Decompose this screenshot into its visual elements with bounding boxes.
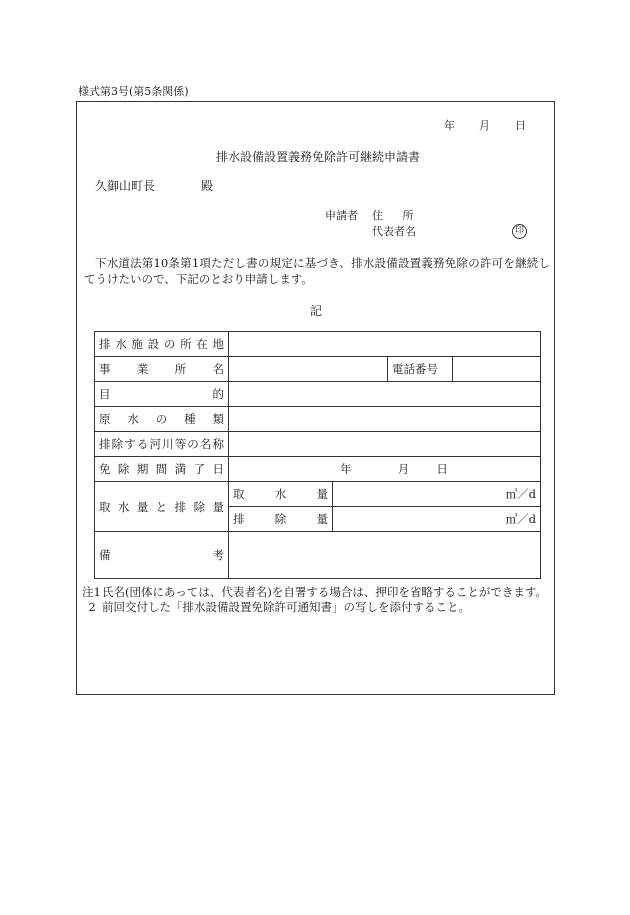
table-row bbox=[95, 357, 541, 382]
note-item bbox=[82, 585, 552, 600]
purpose-label: 目的 bbox=[95, 382, 229, 407]
intake-label: 取水量 bbox=[229, 482, 333, 507]
note-text: 前回交付した「排水設備設置免除許可通知書」の写しを添付すること。 bbox=[102, 600, 470, 614]
table-row bbox=[95, 407, 541, 432]
note-number: 注1 bbox=[82, 585, 101, 599]
raw-water-label: 原水の種類 bbox=[95, 407, 229, 432]
addressee-honorific: 殿 bbox=[201, 179, 214, 193]
applicant-address-label: 住 所 bbox=[372, 209, 414, 222]
ki-heading: 記 bbox=[310, 304, 323, 318]
date-month: 月 bbox=[479, 119, 490, 132]
table-row bbox=[95, 482, 541, 507]
intake-unit: ㎥／d bbox=[333, 482, 541, 507]
table-row bbox=[95, 432, 541, 457]
note-item bbox=[82, 600, 552, 615]
form-title: 排水設備設置義務免除許可継続申請書 bbox=[216, 150, 421, 164]
table-row bbox=[95, 457, 541, 482]
remarks-value bbox=[229, 532, 541, 579]
seal-mark: 印 bbox=[512, 224, 527, 239]
body-text: 下水道法第10条第1項ただし書の規定に基づき、排水設備設置義務免除の許可を継続してうけたいので、下記のとおり申請します。 bbox=[84, 256, 550, 286]
river-value bbox=[229, 432, 541, 457]
note-text: 氏名(団体にあっては、代表者名)を自署する場合は、押印を省略することができます。 bbox=[102, 585, 547, 599]
form-number: 様式第3号(第5条関係) bbox=[78, 85, 189, 98]
business-name-label: 事業所名 bbox=[95, 357, 229, 382]
applicant-representative-label: 代表者名 bbox=[372, 225, 416, 238]
expiry-value bbox=[229, 457, 541, 482]
river-label: 排除する河川等の名称 bbox=[95, 432, 229, 457]
purpose-value bbox=[229, 382, 541, 407]
date-day: 日 bbox=[515, 119, 526, 132]
notes bbox=[82, 585, 552, 615]
table-row bbox=[95, 532, 541, 579]
intake-discharge-label: 取水量と排除量 bbox=[95, 482, 229, 532]
remarks-label: 備考 bbox=[95, 532, 229, 579]
discharge-label: 排除量 bbox=[229, 507, 333, 532]
addressee-name: 久御山町長 bbox=[95, 179, 156, 193]
phone-label: 電話番号 bbox=[388, 357, 453, 382]
table-row bbox=[95, 382, 541, 407]
expiry-year: 年 bbox=[340, 462, 352, 476]
business-name-value bbox=[229, 357, 388, 382]
location-label: 排水施設の所在地 bbox=[95, 332, 229, 357]
discharge-unit: ㎥／d bbox=[333, 507, 541, 532]
location-value bbox=[229, 332, 541, 357]
raw-water-value bbox=[229, 407, 541, 432]
date-year: 年 bbox=[444, 119, 455, 132]
note-number: 2 bbox=[88, 600, 96, 614]
table-row bbox=[95, 332, 541, 357]
expiry-day: 日 bbox=[436, 462, 448, 476]
expiry-label: 免除期間満了日 bbox=[95, 457, 229, 482]
phone-value bbox=[453, 357, 541, 382]
application-table bbox=[94, 331, 541, 579]
expiry-month: 月 bbox=[397, 462, 410, 476]
applicant-label: 申請者 bbox=[325, 209, 358, 222]
